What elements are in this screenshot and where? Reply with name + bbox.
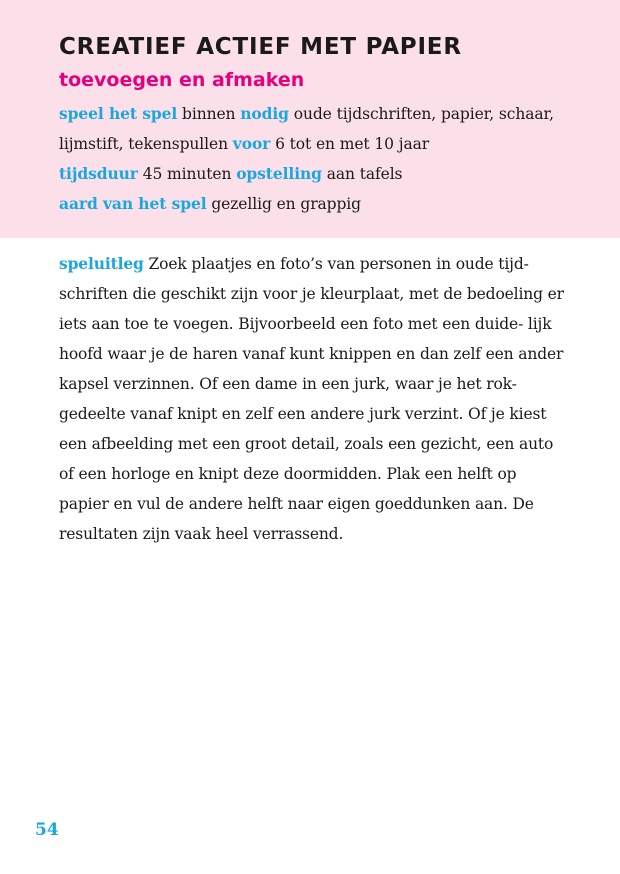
label-speluitleg: speluitleg (59, 254, 144, 273)
value-aard-van-het-spel: gezellig en grappig (211, 195, 361, 213)
label-opstelling: opstelling (236, 164, 322, 183)
label-tijdsduur: tijdsduur (59, 164, 138, 183)
value-opstelling: aan tafels (326, 165, 403, 183)
value-speel-het-spel: binnen (182, 105, 236, 123)
explanation-text: Zoek plaatjes en foto’s van personen in oude tijd- schriften die geschikt zijn voor je kleurplaat, met de bedoeling er iets aan toe te voegen. Bijvoorbeeld een foto met een duide- lijk hoofd waar je de haren vanaf kunt knippen en dan zelf een ander kapsel verzinnen. Of een dame in een jurk, waar je het rok-gedeelte vanaf knipt en zelf een andere jurk verzint. Of je kiest een afbeelding met een groot detail, zoals een gezicht, een auto of een horloge en knipt deze doormidden. Plak een helft op papier en vul de andere helft naar eigen goeddunken aan. De resultaten zijn vaak heel verrassend. (59, 255, 564, 543)
details-row (59, 189, 569, 219)
label-aard-van-het-spel: aard van het spel (59, 194, 207, 213)
value-voor: 6 tot en met 10 jaar (275, 135, 430, 153)
label-voor: voor (232, 134, 271, 153)
page-title: CREATIEF ACTIEF MET PAPIER (59, 34, 462, 60)
value-nodig: oude tijdschriften, papier, schaar, lijmstift, tekenspullen (59, 105, 554, 153)
label-nodig: nodig (240, 104, 289, 123)
page-subtitle: toevoegen en afmaken (59, 69, 305, 91)
label-speel-het-spel: speel het spel (59, 104, 178, 123)
header-panel (0, 0, 620, 238)
game-explanation (59, 249, 569, 549)
details-row (59, 99, 569, 159)
details-row (59, 159, 569, 189)
page-number: 54 (35, 820, 59, 840)
game-details (59, 99, 569, 219)
value-tijdsduur: 45 minuten (142, 165, 232, 183)
